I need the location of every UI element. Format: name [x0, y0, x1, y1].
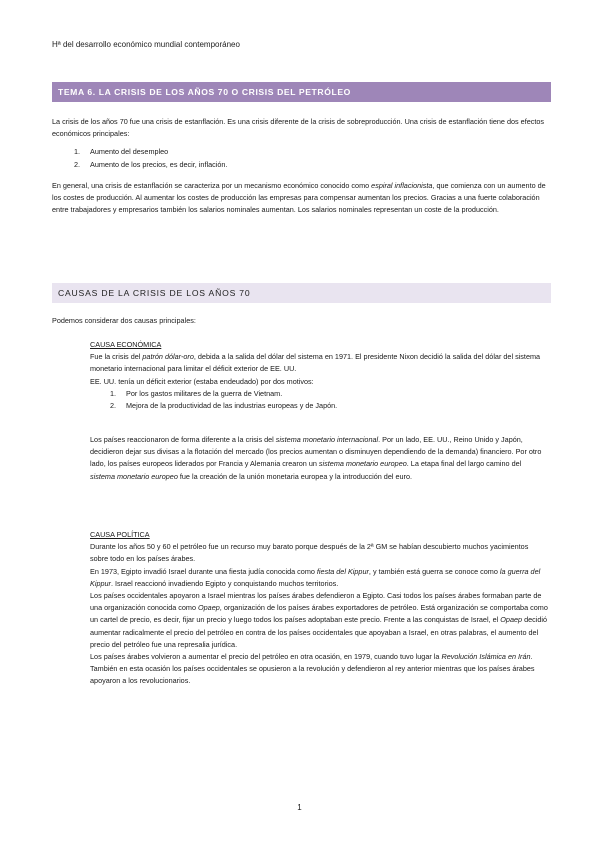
text-run: , que comienza con un aumento de los costes de producción. Al aumentar los costes de producción las empresas para compensar aumentan los precios. Gracias a una fuerte colaboración entre trabajadores y empresarios también los salarios nominales aumentan. Los salarios nominales representan un coste de la producción. [52, 180, 546, 215]
economic-cause-heading: CAUSA ECONÓMICA [90, 340, 162, 349]
paragraph [90, 434, 548, 483]
emphasis-term: espiral inflacionista [371, 180, 433, 190]
text-run: Los países occidentales apoyaron a Israel mientras los países árabes defendieron a Egipto. Casi todos los países árabes formaban parte de una organización conocida como [90, 591, 542, 613]
section1-body [52, 116, 548, 216]
text-run: Fue la crisis del [90, 352, 143, 362]
list-number: 2. [74, 159, 81, 169]
list-number: 1. [110, 388, 117, 398]
economic-paragraph-2: EE. UU. tenía un déficit exterior (estaba endeudado) por dos motivos: [90, 376, 314, 386]
political-paragraph-1: Durante los años 50 y 60 el petróleo fue un recurso muy barato porque después de la 2ª GM se habían descubierto muchos yacimientos sobre todo en los países árabes. [90, 542, 529, 564]
list-text: Aumento del desempleo [90, 147, 169, 157]
text-run: Los países reaccionaron de forma diferente a la crisis del [90, 435, 276, 444]
political-cause-block [90, 529, 548, 688]
text-run: . Israel reaccionó invadiendo Egipto y conquistando muchos territorios. [110, 578, 339, 588]
text-run: decidió aumentar radicalmente el precio del petróleo en contra de los países occidentales que apoyaban a Israel, en otras palabras, el aumento del precio del petróleo fue una represalia jurídica. [90, 615, 548, 649]
running-header: Hª del desarrollo económico mundial contemporáneo [52, 40, 240, 49]
emphasis-term: Opaep [500, 615, 523, 625]
list-text: Mejora de la productividad de las industrias europeas y de Japón. [126, 401, 338, 411]
political-paragraph-2 [90, 566, 548, 590]
political-paragraph-4 [90, 651, 548, 688]
text-run: Los países árabes volvieron a aumentar el precio del petróleo en otra ocasión, en 1979, cuando tuvo lugar la [90, 652, 442, 662]
text-run: En 1973, Egipto invadió Israel durante una fiesta judía conocida como [90, 566, 317, 576]
economic-cause-block [90, 339, 548, 412]
text-run: . También en esta ocasión los países occidentales se opusieron a la revolución y defendieron al rey anterior mientras que los países árabes apoyaron a los revolucionarios. [90, 652, 535, 686]
text-run: , debida a la salida del dólar del sistema en 1971. El presidente Nixon decidió la salida del dólar del sistema monetario internacional para limitar el déficit exterior de EE. UU. [90, 352, 541, 374]
text-run: fue la creación de la unión monetaria europea y la introducción del euro. [177, 471, 413, 481]
text-run: . La etapa final del largo camino del [406, 459, 522, 469]
list-number: 1. [74, 147, 81, 157]
text-run: , y también está guerra se conoce como [368, 566, 500, 576]
political-cause-heading: CAUSA POLÍTICA [90, 530, 150, 539]
section-title-causas: CAUSAS DE LA CRISIS DE LOS AÑOS 70 [52, 283, 551, 303]
intro-paragraph: La crisis de los años 70 fue una crisis de estanflación. Es una crisis diferente de la crisis de sobreproducción. Una crisis de estanflación tiene dos efectos económicos principales: [52, 117, 545, 139]
emphasis-term: sistema monetario internacional [275, 435, 379, 444]
page-number: 1 [297, 803, 302, 812]
emphasis-term: Revolución Islámica en Irán [441, 652, 531, 662]
causes-lead: Podemos considerar dos causas principales: [52, 316, 196, 325]
list-item [74, 159, 548, 171]
text-run: En general, una crisis de estanflación se caracteriza por un mecanismo económico conocido como [52, 180, 372, 190]
list-number: 2. [110, 401, 117, 411]
estanflacion-paragraph [52, 180, 548, 217]
text-run: . Por un lado, EE. UU., Reino Unido y Japón, decidieron dejar sus divisas a la flotación del mercado (los precios aumentan o disminuyen dependiendo de la demanda) financiero. Por otro lado, los países europeos liderados por Francia y Alemania crearon un [90, 435, 542, 469]
list-item [74, 146, 548, 158]
text-run: , organización de los países árabes exportadores de petróleo. Está organización se comportaba como un cartel de precio, es decir, fijar un precio y luego todos los países adoptaban este precio. Frente a las conquistas de Israel, el [90, 603, 548, 625]
emphasis-term: la guerra del Kippur [90, 566, 541, 588]
list-item [110, 388, 548, 400]
economic-paragraph-1 [90, 351, 548, 375]
emphasis-term: sistema monetario europeo [90, 471, 178, 481]
reasons-list [110, 388, 548, 412]
list-text: Por los gastos militares de la guerra de Vietnam. [126, 388, 283, 398]
list-text: Aumento de los precios, es decir, inflación. [90, 159, 228, 169]
emphasis-term: fiesta del Kippur [316, 566, 369, 576]
political-paragraph-3 [90, 590, 548, 651]
effects-list [74, 146, 548, 170]
emphasis-term: sistema monetario europeo [318, 459, 407, 469]
section-title-tema6: TEMA 6. LA CRISIS DE LOS AÑOS 70 O CRISIS DEL PETRÓLEO [52, 82, 551, 102]
economic-paragraph-3 [90, 434, 548, 483]
list-item [110, 400, 548, 412]
emphasis-term: Opaep [198, 603, 220, 613]
emphasis-term: patrón dólar-oro [142, 352, 194, 362]
